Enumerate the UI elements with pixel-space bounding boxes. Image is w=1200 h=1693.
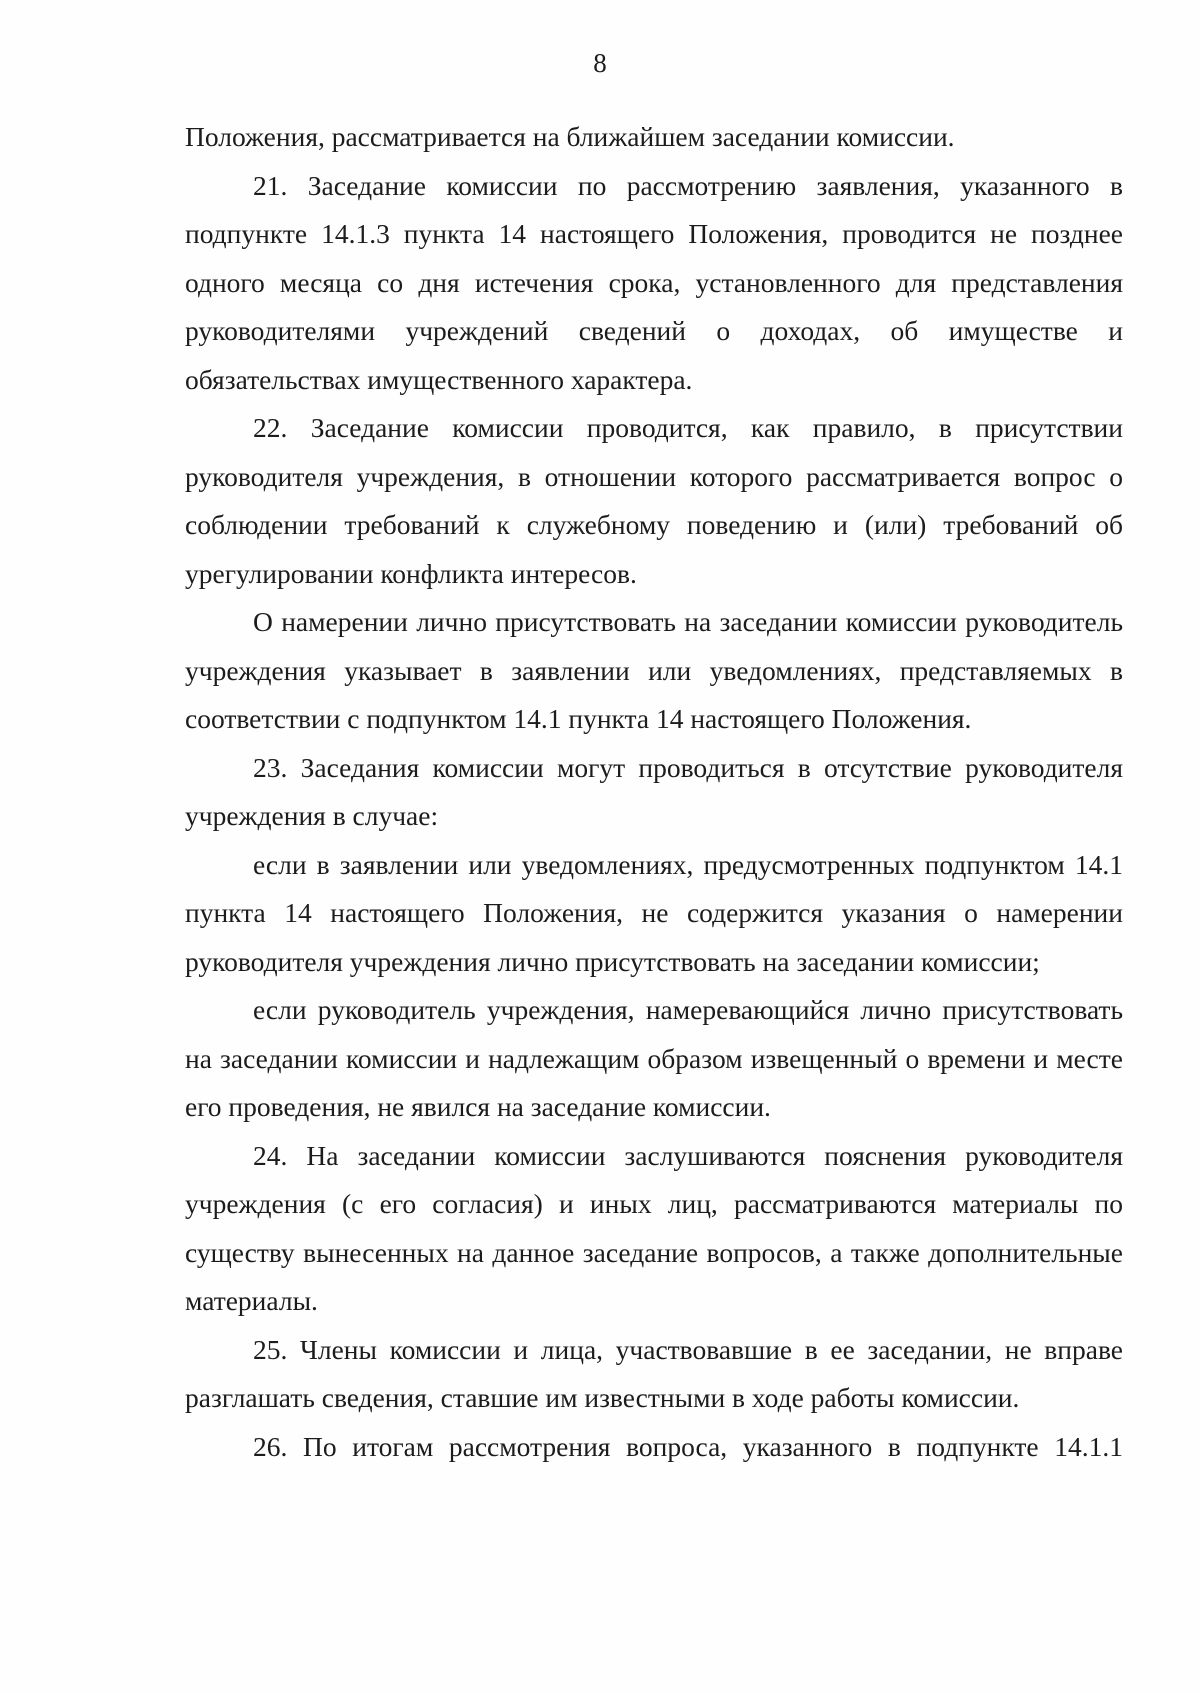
paragraph-25: 25. Члены комиссии и лица, участвовавшие в ее заседании, не вправе разглашать сведения, ставшие им известными в ходе работы комиссии.	[185, 1333, 1123, 1413]
page-number: 8	[593, 48, 607, 78]
paragraph-22: 22. Заседание комиссии проводится, как правило, в присутствии руководителя учреждения, в отношении которого рассматривается вопрос о соблюдении требований к служебному поведению и (или) требований об урегулировании конфликта интересов.	[185, 412, 1123, 589]
paragraph-26: 26. По итогам рассмотрения вопроса, указанного в подпункте 14.1.1	[253, 1430, 1123, 1462]
paragraph-22-intent: О намерении лично присутствовать на заседании комиссии руководитель учреждения указывает в заявлении или уведомлениях, представляемых в соответствии с подпунктом 14.1 пункта 14 настоящего Положения.	[185, 606, 1123, 734]
paragraph-23-case-2: если руководитель учреждения, намеревающийся лично присутствовать на заседании комиссии и надлежащим образом извещенный о времени и месте его проведения, не явился на заседание комиссии.	[185, 994, 1123, 1122]
paragraph-21: 21. Заседание комиссии по рассмотрению заявления, указанного в подпункте 14.1.3 пункта 14 настоящего Положения, проводится не позднее одного месяца со дня истечения срока, установленного для представления руководителями учреждений сведений о доходах, об имуществе и обязательствах имущественного характера.	[185, 169, 1123, 395]
paragraph-23-case-1: если в заявлении или уведомлениях, предусмотренных подпунктом 14.1 пункта 14 настоящего Положения, не содержится указания о намерении руководителя учреждения лично присутствовать на заседании комиссии;	[185, 848, 1123, 977]
paragraph-24: 24. На заседании комиссии заслушиваются пояснения руководителя учреждения (с его согласия) и иных лиц, рассматриваются материалы по существу вынесенных на данное заседание вопросов, а также дополнительные материалы.	[185, 1139, 1123, 1316]
paragraph-continuation: Положения, рассматривается на ближайшем заседании комиссии.	[185, 121, 955, 152]
paragraph-23: 23. Заседания комиссии могут проводиться в отсутствие руководителя учреждения в случае:	[185, 751, 1123, 831]
document-body	[185, 113, 1123, 1471]
